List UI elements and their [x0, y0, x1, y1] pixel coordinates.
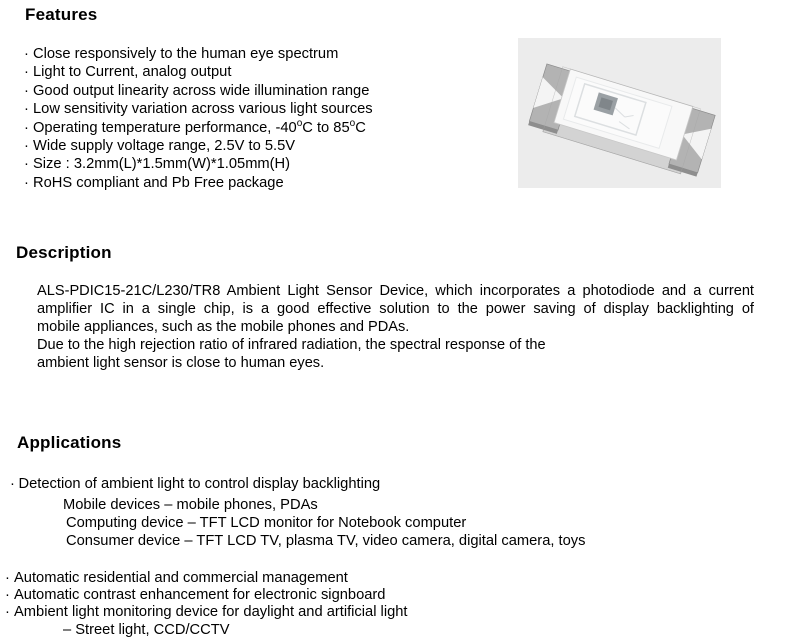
- bullet-dot: ·: [24, 156, 29, 173]
- feature-item-temperature: [24, 119, 373, 137]
- feature-text: Low sensitivity variation across various light sources: [33, 101, 373, 118]
- application-item: [5, 570, 408, 587]
- application-text: Automatic contrast enhancement for electronic signboard: [14, 586, 386, 603]
- bullet-dot: ·: [24, 101, 29, 118]
- application-item: [5, 587, 408, 604]
- feature-item: [24, 137, 373, 155]
- description-heading: Description: [16, 243, 112, 262]
- bullet-dot: ·: [24, 46, 29, 62]
- bullet-dot: ·: [24, 174, 29, 191]
- bullet-dot: ·: [24, 138, 29, 155]
- bullet-dot: ·: [24, 82, 29, 99]
- feature-item: [24, 82, 373, 100]
- application-sub-item: Computing device – TFT LCD monitor for Notebook computer: [66, 514, 467, 531]
- feature-item: [24, 63, 373, 81]
- feature-text: Operating temperature performance, -40: [33, 119, 297, 136]
- description-line: ALS-PDIC15-21C/L230/TR8 Ambient Light Sensor Device, which incorporates a photodiode and a current: [37, 283, 754, 299]
- bullet-dot: ·: [5, 569, 10, 586]
- application-secondary-list: [5, 570, 408, 621]
- application-text: Detection of ambient light to control display backlighting: [18, 475, 381, 492]
- degree-sup: o: [349, 117, 356, 129]
- application-text: Automatic residential and commercial management: [14, 569, 348, 586]
- feature-item: [24, 155, 373, 173]
- application-sub-item: Consumer device – TFT LCD TV, plasma TV, video camera, digital camera, toys: [66, 532, 586, 549]
- description-line: mobile appliances, such as the mobile phones and PDAs.: [37, 319, 410, 335]
- bullet-dot: ·: [5, 603, 10, 620]
- description-line: ambient light sensor is close to human eyes.: [37, 355, 325, 371]
- feature-text: Light to Current, analog output: [33, 64, 232, 81]
- feature-text: Wide supply voltage range, 2.5V to 5.5V: [33, 138, 296, 155]
- feature-text: Size : 3.2mm(L)*1.5mm(W)*1.05mm(H): [33, 156, 291, 173]
- feature-item: [24, 100, 373, 118]
- application-sub-item: – Street light, CCD/CCTV: [63, 622, 230, 638]
- product-photo: [518, 38, 721, 188]
- applications-heading: Applications: [17, 433, 122, 452]
- features-list: [24, 45, 373, 192]
- bullet-dot: ·: [24, 119, 29, 136]
- feature-text: Close responsively to the human eye spectrum: [33, 46, 339, 62]
- application-text: Ambient light monitoring device for daylight and artificial light: [14, 603, 408, 620]
- feature-text: C: [355, 119, 366, 136]
- feature-item: [24, 174, 373, 192]
- features-heading: Features: [25, 5, 98, 24]
- degree-sup: o: [296, 117, 303, 129]
- application-item: [10, 475, 380, 493]
- description-line: Due to the high rejection ratio of infrared radiation, the spectral response of the: [37, 337, 546, 353]
- application-sublist: [63, 496, 585, 550]
- description-paragraph: [37, 282, 754, 372]
- application-sub-item: Mobile devices – mobile phones, PDAs: [63, 496, 318, 513]
- bullet-dot: ·: [24, 64, 29, 81]
- application-item: [5, 604, 408, 621]
- feature-text: Good output linearity across wide illumination range: [33, 82, 370, 99]
- description-line: amplifier IC in a single chip, is a good effective solution to the power saving of display backlighting of: [37, 301, 754, 317]
- feature-text: C to 85: [302, 119, 350, 136]
- feature-text: RoHS compliant and Pb Free package: [33, 174, 284, 191]
- feature-item: [24, 45, 373, 63]
- bullet-dot: ·: [5, 586, 10, 603]
- bullet-dot: ·: [10, 475, 15, 492]
